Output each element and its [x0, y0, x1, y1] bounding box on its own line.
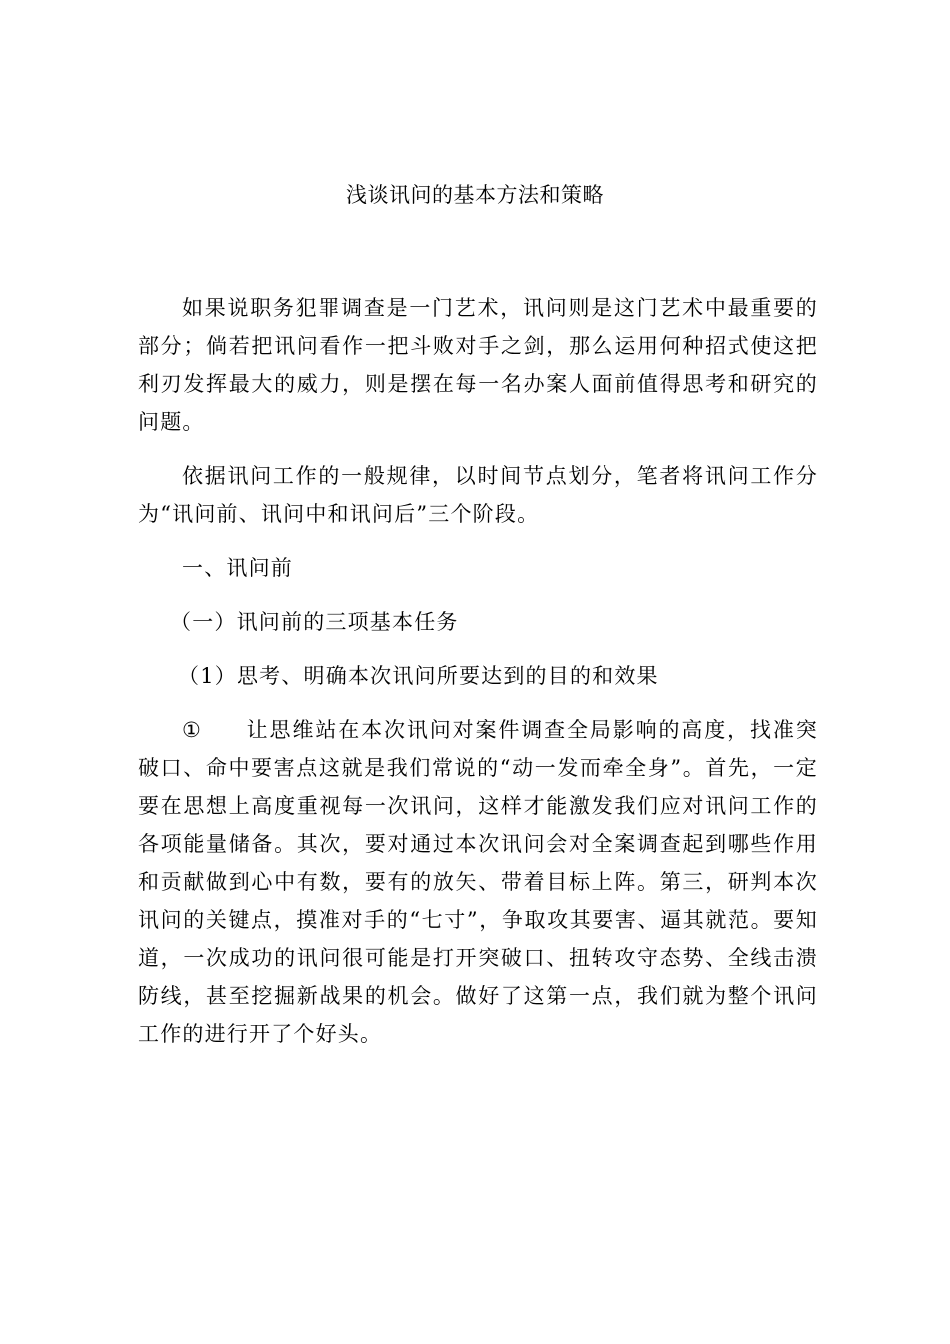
item-text: 让思维站在本次讯问对案件调查全局影响的高度，找准突破口、命中要害点这就是我们常说的“动一发而牵全身”。首先，一定要在思想上高度重视每一次讯问，这样才能激发我们应对讯问工作的各项能量储备。其次，要对通过本次讯问会对全案调查起到哪些作用和贡献做到心中有数，要有的放矢、带着目标上阵。第三，研判本次讯问的关键点，摸准对手的“七寸”，争取攻其要害、逼其就范。要知道，一次成功的讯问很可能是打开突破口、扭转攻守态势、全线击溃防线，甚至挖掘新战果的机会。做好了这第一点，我们就为整个讯问工作的进行开了个好头。 [138, 718, 818, 1046]
item-heading: （1）思考、明确本次讯问所要达到的目的和效果 [178, 664, 659, 688]
item-paragraph [138, 711, 818, 1053]
section-heading: 一、讯问前 [182, 556, 293, 580]
document-title: 浅谈讯问的基本方法和策略 [346, 183, 604, 207]
subsection-heading: （一）讯问前的三项基本任务 [170, 610, 459, 634]
stages-paragraph: 依据讯问工作的一般规律，以时间节点划分，笔者将讯问工作分为“讯问前、讯问中和讯问后”三个阶段。 [138, 464, 818, 526]
document-body [138, 289, 818, 1053]
item-marker: ① [181, 718, 202, 742]
intro-paragraph: 如果说职务犯罪调查是一门艺术，讯问则是这门艺术中最重要的部分；倘若把讯问看作一把斗败对手之剑，那么运用何种招式使这把利刃发挥最大的威力，则是摆在每一名办案人面前值得思考和研究的问题。 [138, 296, 818, 434]
